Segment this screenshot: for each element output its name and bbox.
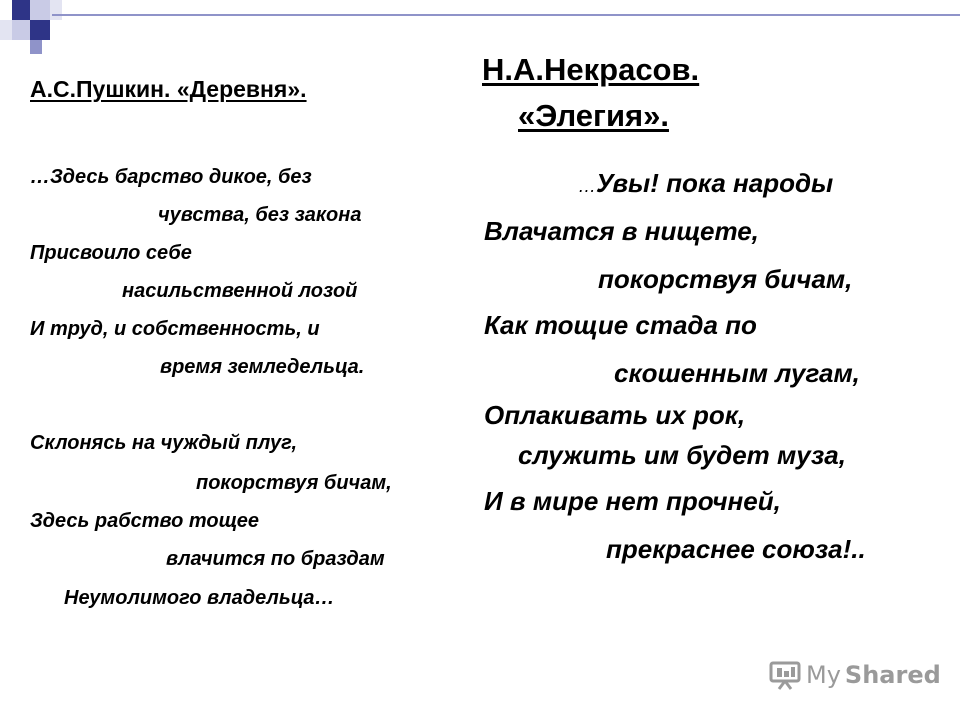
mysharedr-watermark	[768, 660, 941, 690]
right-line: прекраснее союза!..	[606, 534, 866, 564]
left-line: насильственной лозой	[122, 280, 358, 302]
corner-square-mid	[30, 40, 42, 54]
right-line: И в мире нет прочней,	[484, 486, 781, 516]
left-line: И труд, и собственность, и	[30, 318, 320, 340]
right-line: Как тощие стада по	[484, 310, 757, 340]
watermark-my: My	[806, 661, 841, 689]
corner-square-faint	[0, 20, 12, 40]
ellipsis-prefix: …	[578, 176, 596, 196]
right-line-text: Увы! пока народы	[596, 168, 834, 198]
left-line: покорствуя бичам,	[196, 472, 392, 494]
right-line: скошенным лугам,	[614, 358, 860, 388]
corner-square-light	[12, 20, 30, 40]
left-line: Здесь рабство тощее	[30, 510, 260, 532]
right-title-poem: «Элегия».	[518, 98, 669, 133]
left-line: Неумолимого владельца…	[64, 587, 335, 609]
right-line: Оплакивать их рок,	[484, 400, 746, 430]
right-line: покорствуя бичам,	[598, 264, 853, 294]
corner-square-light	[30, 0, 50, 20]
right-line: Влачатся в нищете,	[484, 216, 759, 246]
left-line: Склонясь на чуждый плуг,	[30, 432, 298, 454]
right-line	[578, 168, 833, 199]
right-title-author: Н.А.Некрасов.	[482, 52, 700, 87]
left-line: чувства, без закона	[158, 204, 362, 226]
left-title: А.С.Пушкин. «Деревня».	[30, 76, 307, 102]
watermark-shared: Shared	[844, 661, 941, 689]
left-line: время земледельца.	[160, 356, 365, 378]
left-line: Присвоило себе	[30, 242, 192, 264]
corner-square-faint	[50, 0, 62, 20]
left-line: …Здесь барство дикое, без	[30, 166, 312, 188]
right-line: служить им будет муза,	[518, 440, 846, 470]
presentation-icon	[768, 660, 802, 690]
corner-square-dark	[12, 0, 30, 20]
top-rule	[52, 14, 960, 16]
corner-square-dark	[30, 20, 50, 40]
left-line: влачится по браздам	[166, 548, 385, 570]
